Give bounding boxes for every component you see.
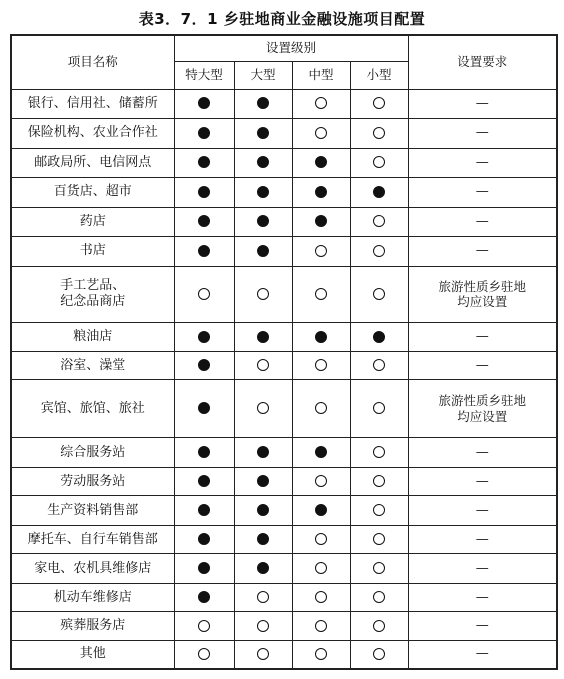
row-requirement-line: —: [475, 502, 489, 518]
header-level-medium: 中型: [292, 61, 350, 89]
level-cell: [292, 583, 350, 611]
filled-circle-icon: [257, 562, 269, 574]
level-cell: [292, 323, 350, 351]
table-row: [11, 119, 557, 149]
level-cell: [350, 207, 408, 237]
row-requirement: [408, 467, 557, 495]
row-item-name: [11, 207, 174, 237]
table-row: [11, 237, 557, 267]
filled-circle-icon: [315, 156, 327, 168]
level-cell: [350, 640, 408, 669]
header-level-extra-large: 特大型: [174, 61, 234, 89]
level-cell: [292, 207, 350, 237]
table-row: [11, 640, 557, 669]
filled-circle-icon: [198, 156, 210, 168]
row-requirement: [408, 583, 557, 611]
level-cell: [234, 148, 292, 178]
header-requirement: 设置要求: [408, 35, 557, 89]
level-cell: [174, 119, 234, 149]
level-cell: [174, 612, 234, 640]
table-row: [11, 323, 557, 351]
level-cell: [174, 380, 234, 438]
row-requirement-line: —: [475, 618, 489, 633]
filled-circle-icon: [257, 533, 269, 545]
row-item-name: [11, 583, 174, 611]
empty-circle-icon: [373, 446, 385, 458]
filled-circle-icon: [257, 475, 269, 487]
empty-circle-icon: [373, 475, 385, 487]
empty-circle-icon: [315, 620, 327, 632]
level-cell: [292, 237, 350, 267]
level-cell: [350, 438, 408, 468]
filled-circle-icon: [198, 504, 210, 516]
level-cell: [234, 525, 292, 553]
level-cell: [174, 178, 234, 208]
row-item-name: [11, 89, 174, 119]
row-item-name: [11, 266, 174, 323]
empty-circle-icon: [373, 97, 385, 109]
filled-circle-icon: [257, 186, 269, 198]
empty-circle-icon: [373, 591, 385, 603]
row-item-name: [11, 640, 174, 669]
row-item-name-line: 纪念品商店: [60, 294, 126, 310]
level-cell: [234, 554, 292, 584]
row-item-name-line: 药店: [79, 213, 106, 229]
row-requirement-line: —: [475, 125, 489, 141]
row-requirement: [408, 612, 557, 640]
level-cell: [292, 351, 350, 379]
row-requirement-line: 均应设置: [457, 408, 508, 424]
empty-circle-icon: [373, 245, 385, 257]
level-cell: [292, 178, 350, 208]
table-row: [11, 266, 557, 323]
row-requirement-line: —: [475, 213, 489, 229]
filled-circle-icon: [198, 186, 210, 198]
level-cell: [292, 438, 350, 468]
level-cell: [174, 640, 234, 669]
row-requirement: [408, 89, 557, 119]
row-requirement-line: —: [475, 560, 489, 576]
table-row: [11, 583, 557, 611]
empty-circle-icon: [315, 402, 327, 414]
row-item-name-line: 其他: [79, 646, 106, 662]
empty-circle-icon: [315, 97, 327, 109]
level-cell: [174, 583, 234, 611]
row-item-name: [11, 554, 174, 584]
row-requirement: [408, 323, 557, 351]
empty-circle-icon: [257, 359, 269, 371]
header-item-name: 项目名称: [11, 35, 174, 89]
level-cell: [234, 438, 292, 468]
empty-circle-icon: [315, 127, 327, 139]
level-cell: [350, 554, 408, 584]
level-cell: [234, 496, 292, 526]
filled-circle-icon: [257, 156, 269, 168]
level-cell: [234, 89, 292, 119]
table-row: [11, 525, 557, 553]
row-requirement-line: 均应设置: [457, 294, 508, 310]
row-requirement-line: 旅游性质乡驻地: [438, 393, 527, 409]
filled-circle-icon: [373, 331, 385, 343]
row-item-name-line: 生产资料销售部: [47, 502, 139, 518]
row-item-name: [11, 178, 174, 208]
level-cell: [350, 89, 408, 119]
table-row: [11, 89, 557, 119]
level-cell: [174, 467, 234, 495]
table-row: [11, 351, 557, 379]
row-requirement-line: —: [475, 357, 489, 373]
level-cell: [234, 119, 292, 149]
empty-circle-icon: [315, 359, 327, 371]
header-level-group: 设置级别: [174, 35, 408, 61]
row-requirement: [408, 554, 557, 584]
row-item-name: [11, 237, 174, 267]
row-item-name-line: 摩托车、自行车销售部: [27, 531, 158, 547]
empty-circle-icon: [373, 156, 385, 168]
empty-circle-icon: [373, 215, 385, 227]
filled-circle-icon: [198, 215, 210, 227]
level-cell: [234, 467, 292, 495]
filled-circle-icon: [315, 504, 327, 516]
filled-circle-icon: [373, 186, 385, 198]
row-requirement: [408, 178, 557, 208]
level-cell: [292, 266, 350, 323]
filled-circle-icon: [198, 331, 210, 343]
empty-circle-icon: [315, 648, 327, 660]
row-requirement-line: —: [475, 154, 489, 170]
filled-circle-icon: [198, 359, 210, 371]
table-row: [11, 612, 557, 640]
row-requirement-line: —: [475, 646, 489, 662]
row-item-name: [11, 467, 174, 495]
empty-circle-icon: [373, 504, 385, 516]
row-item-name: [11, 612, 174, 640]
filled-circle-icon: [315, 446, 327, 458]
row-requirement: [408, 496, 557, 526]
empty-circle-icon: [315, 533, 327, 545]
level-cell: [174, 525, 234, 553]
empty-circle-icon: [373, 402, 385, 414]
empty-circle-icon: [315, 562, 327, 574]
empty-circle-icon: [373, 648, 385, 660]
empty-circle-icon: [257, 620, 269, 632]
level-cell: [350, 266, 408, 323]
row-item-name-line: 手工艺品、: [60, 278, 126, 294]
level-cell: [174, 148, 234, 178]
row-item-name-line: 银行、信用社、储蓄所: [27, 95, 158, 111]
row-item-name: [11, 525, 174, 553]
header-level-small: 小型: [350, 61, 408, 89]
filled-circle-icon: [198, 591, 210, 603]
level-cell: [174, 554, 234, 584]
row-requirement-line: —: [475, 95, 489, 111]
filled-circle-icon: [198, 533, 210, 545]
row-item-name: [11, 119, 174, 149]
empty-circle-icon: [373, 359, 385, 371]
level-cell: [174, 207, 234, 237]
filled-circle-icon: [315, 186, 327, 198]
level-cell: [292, 89, 350, 119]
empty-circle-icon: [257, 402, 269, 414]
level-cell: [350, 496, 408, 526]
row-requirement-line: 旅游性质乡驻地: [438, 278, 527, 294]
level-cell: [234, 583, 292, 611]
filled-circle-icon: [315, 331, 327, 343]
row-requirement: [408, 351, 557, 379]
level-cell: [292, 640, 350, 669]
filled-circle-icon: [198, 127, 210, 139]
table-row: [11, 496, 557, 526]
row-requirement: [408, 266, 557, 323]
level-cell: [174, 351, 234, 379]
level-cell: [292, 380, 350, 438]
row-item-name: [11, 438, 174, 468]
level-cell: [350, 148, 408, 178]
level-cell: [234, 640, 292, 669]
row-requirement: [408, 119, 557, 149]
level-cell: [350, 380, 408, 438]
filled-circle-icon: [257, 446, 269, 458]
table-row: [11, 554, 557, 584]
level-cell: [234, 237, 292, 267]
row-item-name-line: 综合服务站: [60, 444, 126, 460]
row-item-name: [11, 496, 174, 526]
level-cell: [292, 554, 350, 584]
facility-config-table: [10, 34, 558, 670]
level-cell: [292, 612, 350, 640]
empty-circle-icon: [257, 591, 269, 603]
row-item-name-line: 保险机构、农业合作社: [27, 125, 158, 141]
row-requirement: [408, 380, 557, 438]
filled-circle-icon: [257, 245, 269, 257]
filled-circle-icon: [257, 215, 269, 227]
empty-circle-icon: [373, 620, 385, 632]
level-cell: [234, 380, 292, 438]
level-cell: [292, 525, 350, 553]
table-row: [11, 148, 557, 178]
table-row: [11, 438, 557, 468]
row-requirement: [408, 207, 557, 237]
row-requirement-line: —: [475, 444, 489, 460]
row-item-name-line: 宾馆、旅馆、旅社: [40, 400, 145, 416]
level-cell: [234, 266, 292, 323]
table-row: [11, 380, 557, 438]
level-cell: [234, 612, 292, 640]
row-item-name: [11, 380, 174, 438]
empty-circle-icon: [198, 648, 210, 660]
row-item-name-line: 劳动服务站: [60, 473, 126, 489]
level-cell: [292, 119, 350, 149]
table-body: [11, 89, 557, 669]
row-item-name-line: 家电、农机具维修店: [34, 560, 152, 576]
filled-circle-icon: [257, 504, 269, 516]
empty-circle-icon: [315, 475, 327, 487]
row-requirement-line: —: [475, 243, 489, 259]
row-requirement-line: —: [475, 473, 489, 489]
empty-circle-icon: [373, 127, 385, 139]
level-cell: [234, 323, 292, 351]
row-item-name-line: 邮政局所、电信网点: [34, 154, 152, 170]
table-title: 表3．7．1 乡驻地商业金融设施项目配置: [138, 10, 426, 28]
row-requirement: [408, 438, 557, 468]
filled-circle-icon: [198, 475, 210, 487]
level-cell: [174, 266, 234, 323]
empty-circle-icon: [315, 245, 327, 257]
row-item-name-line: 书店: [79, 243, 106, 259]
row-requirement: [408, 525, 557, 553]
row-item-name-line: 粮油店: [73, 329, 113, 345]
level-cell: [234, 207, 292, 237]
row-item-name-line: 浴室、澡堂: [60, 357, 126, 373]
level-cell: [292, 148, 350, 178]
row-requirement-line: —: [475, 531, 489, 547]
filled-circle-icon: [198, 446, 210, 458]
level-cell: [174, 438, 234, 468]
row-requirement-line: —: [475, 329, 489, 345]
level-cell: [292, 467, 350, 495]
row-item-name: [11, 351, 174, 379]
filled-circle-icon: [198, 245, 210, 257]
row-item-name-line: 百货店、超市: [53, 184, 132, 200]
level-cell: [350, 525, 408, 553]
row-item-name-line: 机动车维修店: [53, 589, 132, 605]
table-row: [11, 207, 557, 237]
table-row: [11, 178, 557, 208]
level-cell: [234, 351, 292, 379]
level-cell: [350, 612, 408, 640]
level-cell: [350, 178, 408, 208]
filled-circle-icon: [198, 562, 210, 574]
level-cell: [234, 178, 292, 208]
filled-circle-icon: [257, 97, 269, 109]
filled-circle-icon: [198, 402, 210, 414]
empty-circle-icon: [315, 591, 327, 603]
filled-circle-icon: [198, 97, 210, 109]
level-cell: [350, 237, 408, 267]
table-row: [11, 467, 557, 495]
empty-circle-icon: [373, 288, 385, 300]
empty-circle-icon: [373, 533, 385, 545]
level-cell: [174, 496, 234, 526]
level-cell: [174, 89, 234, 119]
filled-circle-icon: [315, 215, 327, 227]
row-requirement: [408, 237, 557, 267]
row-requirement-line: —: [475, 184, 489, 200]
filled-circle-icon: [257, 331, 269, 343]
empty-circle-icon: [373, 562, 385, 574]
empty-circle-icon: [198, 288, 210, 300]
level-cell: [174, 323, 234, 351]
empty-circle-icon: [198, 620, 210, 632]
header-level-large: 大型: [234, 61, 292, 89]
empty-circle-icon: [315, 288, 327, 300]
row-item-name-line: 殡葬服务店: [60, 618, 126, 633]
filled-circle-icon: [257, 127, 269, 139]
row-requirement: [408, 148, 557, 178]
level-cell: [350, 467, 408, 495]
level-cell: [292, 496, 350, 526]
level-cell: [350, 583, 408, 611]
level-cell: [350, 351, 408, 379]
empty-circle-icon: [257, 288, 269, 300]
row-item-name: [11, 323, 174, 351]
level-cell: [350, 119, 408, 149]
level-cell: [350, 323, 408, 351]
level-cell: [174, 237, 234, 267]
row-item-name: [11, 148, 174, 178]
row-requirement-line: —: [475, 589, 489, 605]
row-requirement: [408, 640, 557, 669]
empty-circle-icon: [257, 648, 269, 660]
